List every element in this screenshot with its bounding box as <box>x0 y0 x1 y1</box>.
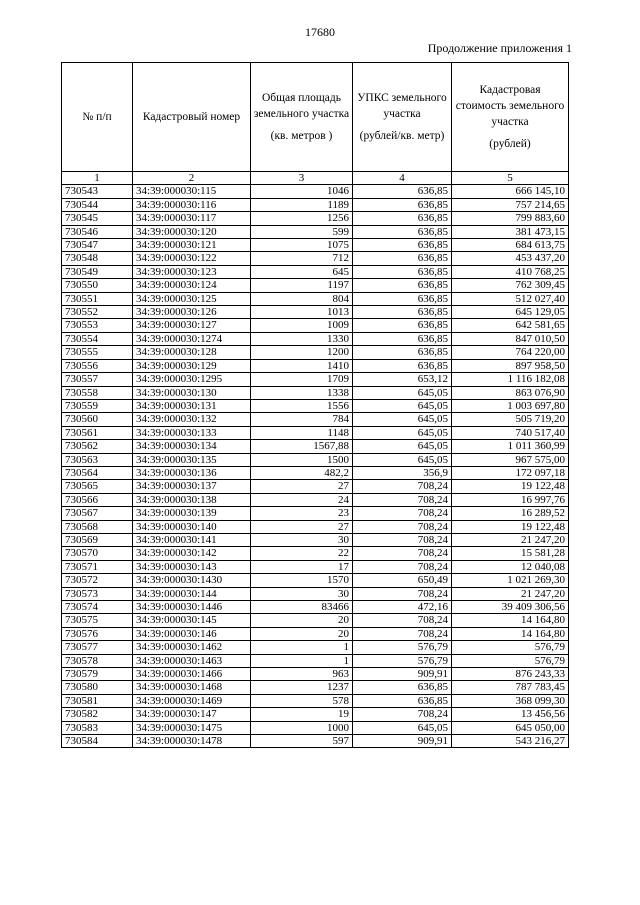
cadastral-value: 13 456,56 <box>452 708 569 721</box>
row-index: 730561 <box>62 426 133 439</box>
table-row <box>62 453 569 466</box>
row-index: 730548 <box>62 252 133 265</box>
cadastral-number: 34:39:000030:126 <box>133 306 251 319</box>
area: 27 <box>251 520 353 533</box>
area: 1 <box>251 654 353 667</box>
table-row <box>62 641 569 654</box>
upks: 650,49 <box>353 574 452 587</box>
table-row <box>62 480 569 493</box>
upks: 576,79 <box>353 641 452 654</box>
cadastral-value: 1 003 697,80 <box>452 399 569 412</box>
cadastral-value: 787 783,45 <box>452 681 569 694</box>
cadastral-value: 410 768,25 <box>452 265 569 278</box>
upks: 356,9 <box>353 466 452 479</box>
cadastral-number: 34:39:000030:1475 <box>133 721 251 734</box>
column-number-row <box>62 172 569 185</box>
cadastral-number: 34:39:000030:140 <box>133 520 251 533</box>
table-row <box>62 547 569 560</box>
area: 1500 <box>251 453 353 466</box>
row-index: 730560 <box>62 413 133 426</box>
upks: 636,85 <box>353 359 452 372</box>
area: 1148 <box>251 426 353 439</box>
table-row <box>62 198 569 211</box>
cadastral-value: 666 145,10 <box>452 185 569 198</box>
area: 712 <box>251 252 353 265</box>
row-index: 730563 <box>62 453 133 466</box>
cadastral-number: 34:39:000030:1430 <box>133 574 251 587</box>
row-index: 730564 <box>62 466 133 479</box>
area: 1237 <box>251 681 353 694</box>
row-index: 730562 <box>62 440 133 453</box>
cadastral-value: 16 289,52 <box>452 507 569 520</box>
header-upks <box>353 63 452 172</box>
cadastral-number: 34:39:000030:123 <box>133 265 251 278</box>
area: 1075 <box>251 239 353 252</box>
header-title: Кадастровая стоимость земельного участка <box>455 84 565 128</box>
header-unit: (кв. метров ) <box>270 130 333 142</box>
table-row <box>62 306 569 319</box>
cadastral-number: 34:39:000030:143 <box>133 560 251 573</box>
table-row <box>62 507 569 520</box>
area: 1556 <box>251 399 353 412</box>
upks: 708,24 <box>353 533 452 546</box>
upks: 472,16 <box>353 601 452 614</box>
row-index: 730581 <box>62 694 133 707</box>
cadastral-value: 645 050,00 <box>452 721 569 734</box>
cadastral-value: 576,79 <box>452 654 569 667</box>
table-row <box>62 332 569 345</box>
header-row <box>62 63 569 172</box>
cadastral-number: 34:39:000030:1478 <box>133 735 251 748</box>
column-number: 4 <box>353 172 452 185</box>
cadastral-value: 21 247,20 <box>452 533 569 546</box>
row-index: 730573 <box>62 587 133 600</box>
table-row <box>62 426 569 439</box>
table-row <box>62 627 569 640</box>
row-index: 730559 <box>62 399 133 412</box>
table-row <box>62 574 569 587</box>
cadastral-value: 12 040,08 <box>452 560 569 573</box>
cadastral-number: 34:39:000030:135 <box>133 453 251 466</box>
cadastral-number: 34:39:000030:144 <box>133 587 251 600</box>
area: 1567,88 <box>251 440 353 453</box>
upks: 909,91 <box>353 735 452 748</box>
row-index: 730568 <box>62 520 133 533</box>
cadastral-value: 368 099,30 <box>452 694 569 707</box>
area: 27 <box>251 480 353 493</box>
table-row <box>62 533 569 546</box>
cadastral-number: 34:39:000030:132 <box>133 413 251 426</box>
area: 20 <box>251 627 353 640</box>
area: 482,2 <box>251 466 353 479</box>
area: 1009 <box>251 319 353 332</box>
cadastral-value: 799 883,60 <box>452 212 569 225</box>
area: 645 <box>251 265 353 278</box>
table-row <box>62 239 569 252</box>
cadastral-number: 34:39:000030:136 <box>133 466 251 479</box>
cadastral-value: 505 719,20 <box>452 413 569 426</box>
upks: 636,85 <box>353 212 452 225</box>
cadastral-number: 34:39:000030:116 <box>133 198 251 211</box>
cadastral-value: 757 214,65 <box>452 198 569 211</box>
cadastral-number: 34:39:000030:1446 <box>133 601 251 614</box>
header-title: Общая площадь земельного участка <box>253 92 350 120</box>
cadastral-value: 740 517,40 <box>452 426 569 439</box>
column-number: 1 <box>62 172 133 185</box>
cadastral-number: 34:39:000030:141 <box>133 533 251 546</box>
table-row <box>62 212 569 225</box>
table-row <box>62 601 569 614</box>
table-row <box>62 292 569 305</box>
cadastral-value: 645 129,05 <box>452 306 569 319</box>
table-row <box>62 399 569 412</box>
cadastral-number: 34:39:000030:121 <box>133 239 251 252</box>
area: 784 <box>251 413 353 426</box>
cadastral-value: 897 958,50 <box>452 359 569 372</box>
header-title: Кадастровый номер <box>142 111 241 123</box>
cadastral-number: 34:39:000030:147 <box>133 708 251 721</box>
table-row <box>62 373 569 386</box>
table-body <box>62 185 569 748</box>
area: 1570 <box>251 574 353 587</box>
table-row <box>62 346 569 359</box>
row-index: 730558 <box>62 386 133 399</box>
header-unit: (рублей/кв. метр) <box>359 130 445 142</box>
upks: 636,85 <box>353 239 452 252</box>
area: 20 <box>251 614 353 627</box>
cadastral-value: 543 216,27 <box>452 735 569 748</box>
table-row <box>62 668 569 681</box>
upks: 576,79 <box>353 654 452 667</box>
table-row <box>62 587 569 600</box>
row-index: 730543 <box>62 185 133 198</box>
cadastral-number: 34:39:000030:120 <box>133 225 251 238</box>
row-index: 730555 <box>62 346 133 359</box>
table-row <box>62 319 569 332</box>
upks: 708,24 <box>353 480 452 493</box>
row-index: 730550 <box>62 279 133 292</box>
upks: 708,24 <box>353 507 452 520</box>
upks: 636,85 <box>353 185 452 198</box>
area: 599 <box>251 225 353 238</box>
row-index: 730554 <box>62 332 133 345</box>
cadastral-number: 34:39:000030:145 <box>133 614 251 627</box>
upks: 636,85 <box>353 225 452 238</box>
area: 22 <box>251 547 353 560</box>
cadastral-value: 847 010,50 <box>452 332 569 345</box>
cadastral-value: 1 021 269,30 <box>452 574 569 587</box>
cadastral-number: 34:39:000030:1466 <box>133 668 251 681</box>
area: 83466 <box>251 601 353 614</box>
row-index: 730570 <box>62 547 133 560</box>
row-index: 730567 <box>62 507 133 520</box>
table-row <box>62 654 569 667</box>
row-index: 730583 <box>62 721 133 734</box>
upks: 636,85 <box>353 694 452 707</box>
row-index: 730547 <box>62 239 133 252</box>
cadastral-value: 15 581,28 <box>452 547 569 560</box>
row-index: 730580 <box>62 681 133 694</box>
row-index: 730545 <box>62 212 133 225</box>
cadastral-value: 14 164,80 <box>452 627 569 640</box>
area: 1046 <box>251 185 353 198</box>
cadastral-value: 14 164,80 <box>452 614 569 627</box>
table-row <box>62 614 569 627</box>
upks: 636,85 <box>353 265 452 278</box>
cadastral-value: 1 011 360,99 <box>452 440 569 453</box>
header-unit: (рублей) <box>489 138 531 150</box>
cadastral-number: 34:39:000030:137 <box>133 480 251 493</box>
cadastral-value: 863 076,90 <box>452 386 569 399</box>
area: 19 <box>251 708 353 721</box>
cadastral-number: 34:39:000030:146 <box>133 627 251 640</box>
upks: 645,05 <box>353 386 452 399</box>
cadastral-value: 876 243,33 <box>452 668 569 681</box>
page-number: 17680 <box>305 25 335 39</box>
upks: 645,05 <box>353 721 452 734</box>
row-index: 730577 <box>62 641 133 654</box>
table-row <box>62 440 569 453</box>
upks: 636,85 <box>353 252 452 265</box>
cadastral-value: 764 220,00 <box>452 346 569 359</box>
row-index: 730549 <box>62 265 133 278</box>
area: 1256 <box>251 212 353 225</box>
header-area <box>251 63 353 172</box>
cadastral-number: 34:39:000030:130 <box>133 386 251 399</box>
column-number: 3 <box>251 172 353 185</box>
row-index: 730571 <box>62 560 133 573</box>
cadastral-value: 39 409 306,56 <box>452 601 569 614</box>
row-index: 730575 <box>62 614 133 627</box>
area: 1189 <box>251 198 353 211</box>
table-row <box>62 681 569 694</box>
cadastral-number: 34:39:000030:139 <box>133 507 251 520</box>
upks: 645,05 <box>353 426 452 439</box>
row-index: 730557 <box>62 373 133 386</box>
cadastral-number: 34:39:000030:124 <box>133 279 251 292</box>
cadastral-number: 34:39:000030:117 <box>133 212 251 225</box>
cadastral-number: 34:39:000030:125 <box>133 292 251 305</box>
column-number: 2 <box>133 172 251 185</box>
row-index: 730551 <box>62 292 133 305</box>
cadastral-number: 34:39:000030:138 <box>133 493 251 506</box>
area: 24 <box>251 493 353 506</box>
upks: 708,24 <box>353 708 452 721</box>
area: 17 <box>251 560 353 573</box>
row-index: 730576 <box>62 627 133 640</box>
table-row <box>62 708 569 721</box>
cadastral-number: 34:39:000030:122 <box>133 252 251 265</box>
upks: 909,91 <box>353 668 452 681</box>
upks: 708,24 <box>353 614 452 627</box>
upks: 636,85 <box>353 279 452 292</box>
area: 23 <box>251 507 353 520</box>
cadastral-number: 34:39:000030:1468 <box>133 681 251 694</box>
area: 1330 <box>251 332 353 345</box>
upks: 636,85 <box>353 346 452 359</box>
continuation-note: Продолжение приложения 1 <box>427 41 572 55</box>
area: 804 <box>251 292 353 305</box>
cadastral-value: 21 247,20 <box>452 587 569 600</box>
cadastral-value: 1 116 182,08 <box>452 373 569 386</box>
cadastral-number: 34:39:000030:131 <box>133 399 251 412</box>
table-row <box>62 225 569 238</box>
cadastral-value: 172 097,18 <box>452 466 569 479</box>
area: 1709 <box>251 373 353 386</box>
row-index: 730565 <box>62 480 133 493</box>
upks: 636,85 <box>353 306 452 319</box>
area: 597 <box>251 735 353 748</box>
upks: 708,24 <box>353 627 452 640</box>
upks: 645,05 <box>353 399 452 412</box>
table-row <box>62 466 569 479</box>
upks: 645,05 <box>353 413 452 426</box>
cadastral-number: 34:39:000030:142 <box>133 547 251 560</box>
area: 963 <box>251 668 353 681</box>
cadastral-value: 381 473,15 <box>452 225 569 238</box>
upks: 645,05 <box>353 453 452 466</box>
header-title: УПКС земельного участка <box>357 92 447 120</box>
row-index: 730566 <box>62 493 133 506</box>
header-index <box>62 63 133 172</box>
cadastral-table <box>61 62 569 748</box>
table-row <box>62 185 569 198</box>
upks: 653,12 <box>353 373 452 386</box>
row-index: 730579 <box>62 668 133 681</box>
cadastral-number: 34:39:000030:1274 <box>133 332 251 345</box>
table-row <box>62 735 569 748</box>
area: 1000 <box>251 721 353 734</box>
area: 578 <box>251 694 353 707</box>
header-cadastral-value <box>452 63 569 172</box>
upks: 708,24 <box>353 547 452 560</box>
table-row <box>62 279 569 292</box>
header-title: № п/п <box>82 111 112 123</box>
upks: 708,24 <box>353 560 452 573</box>
area: 1410 <box>251 359 353 372</box>
cadastral-number: 34:39:000030:1463 <box>133 654 251 667</box>
area: 1013 <box>251 306 353 319</box>
row-index: 730553 <box>62 319 133 332</box>
row-index: 730582 <box>62 708 133 721</box>
upks: 636,85 <box>353 198 452 211</box>
area: 30 <box>251 533 353 546</box>
table-row <box>62 493 569 506</box>
row-index: 730552 <box>62 306 133 319</box>
table-row <box>62 359 569 372</box>
cadastral-number: 34:39:000030:1462 <box>133 641 251 654</box>
cadastral-number: 34:39:000030:134 <box>133 440 251 453</box>
upks: 708,24 <box>353 520 452 533</box>
cadastral-number: 34:39:000030:127 <box>133 319 251 332</box>
row-index: 730578 <box>62 654 133 667</box>
table-row <box>62 252 569 265</box>
upks: 636,85 <box>353 332 452 345</box>
cadastral-value: 16 997,76 <box>452 493 569 506</box>
row-index: 730569 <box>62 533 133 546</box>
cadastral-number: 34:39:000030:129 <box>133 359 251 372</box>
area: 1197 <box>251 279 353 292</box>
table-row <box>62 413 569 426</box>
cadastral-value: 762 309,45 <box>452 279 569 292</box>
upks: 636,85 <box>353 681 452 694</box>
upks: 708,24 <box>353 493 452 506</box>
cadastral-value: 642 581,65 <box>452 319 569 332</box>
cadastral-number: 34:39:000030:128 <box>133 346 251 359</box>
cadastral-number: 34:39:000030:133 <box>133 426 251 439</box>
table-row <box>62 265 569 278</box>
cadastral-value: 19 122,48 <box>452 480 569 493</box>
row-index: 730574 <box>62 601 133 614</box>
row-index: 730546 <box>62 225 133 238</box>
row-index: 730584 <box>62 735 133 748</box>
cadastral-value: 453 437,20 <box>452 252 569 265</box>
header-cadastral-number <box>133 63 251 172</box>
row-index: 730572 <box>62 574 133 587</box>
column-number: 5 <box>452 172 569 185</box>
table-row <box>62 520 569 533</box>
table-row <box>62 694 569 707</box>
area: 1338 <box>251 386 353 399</box>
row-index: 730556 <box>62 359 133 372</box>
cadastral-value: 576,79 <box>452 641 569 654</box>
area: 30 <box>251 587 353 600</box>
area: 1200 <box>251 346 353 359</box>
cadastral-number: 34:39:000030:1469 <box>133 694 251 707</box>
cadastral-value: 512 027,40 <box>452 292 569 305</box>
upks: 636,85 <box>353 292 452 305</box>
upks: 708,24 <box>353 587 452 600</box>
area: 1 <box>251 641 353 654</box>
cadastral-value: 967 575,00 <box>452 453 569 466</box>
row-index: 730544 <box>62 198 133 211</box>
cadastral-number: 34:39:000030:115 <box>133 185 251 198</box>
table-row <box>62 560 569 573</box>
upks: 645,05 <box>353 440 452 453</box>
table-row <box>62 386 569 399</box>
cadastral-value: 19 122,48 <box>452 520 569 533</box>
upks: 636,85 <box>353 319 452 332</box>
table-row <box>62 721 569 734</box>
cadastral-value: 684 613,75 <box>452 239 569 252</box>
cadastral-number: 34:39:000030:1295 <box>133 373 251 386</box>
